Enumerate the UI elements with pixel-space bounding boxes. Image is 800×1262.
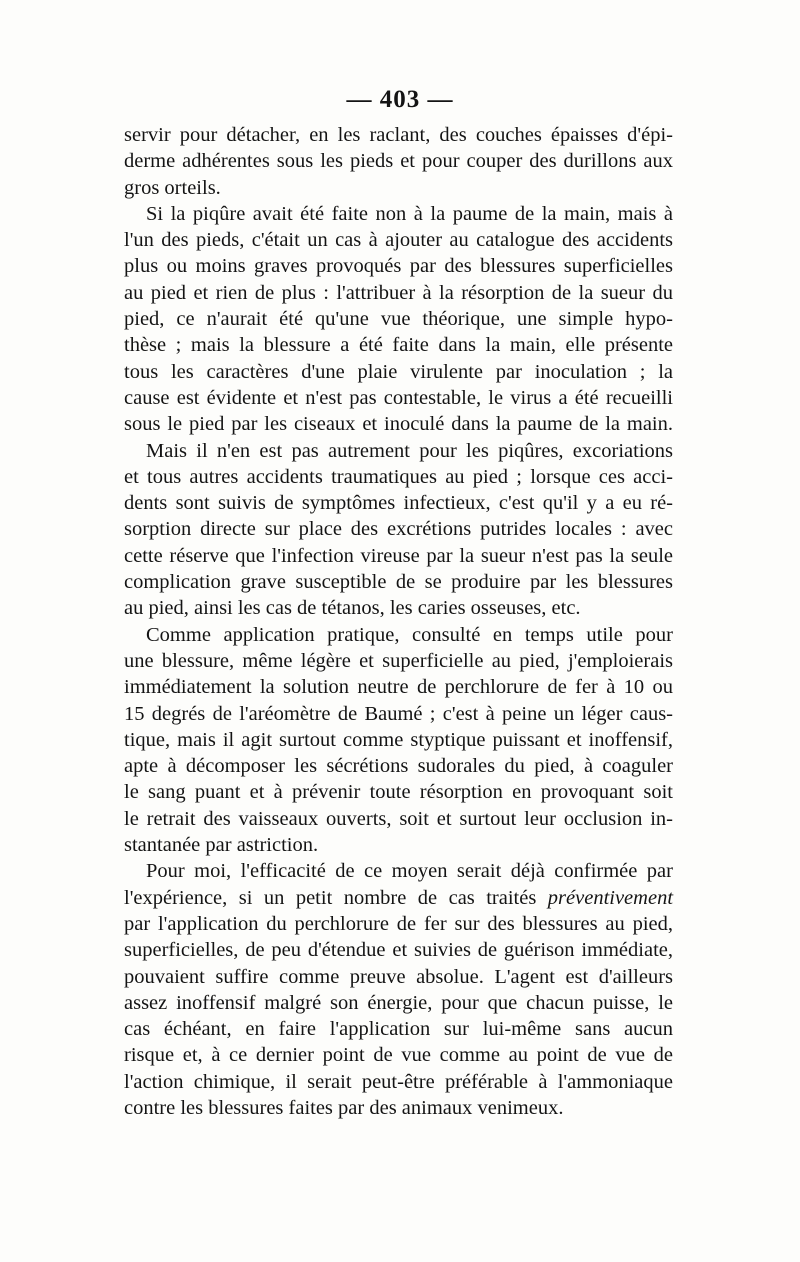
text-line: l'un des pieds, c'était un cas à ajouter au catalogue des accidents bbox=[124, 229, 673, 252]
text-line: gros orteils. bbox=[124, 176, 221, 199]
emphasized-word: préventivement bbox=[547, 886, 674, 909]
paragraph bbox=[124, 438, 673, 622]
text-line: Mais il n'en est pas autrement pour les piqûres, excoriations bbox=[146, 439, 673, 462]
text-line: plus ou moins graves provoqués par des blessures superficielles bbox=[124, 255, 673, 278]
text-line: pied, ce n'aurait été qu'une vue théorique, une simple hypo- bbox=[124, 308, 673, 331]
text-line: pouvaient suffire comme preuve absolue. L'agent est d'ailleurs bbox=[124, 965, 673, 988]
text-line: derme adhérentes sous les pieds et pour couper des durillons aux bbox=[124, 150, 673, 173]
text-line: immédiatement la solution neutre de perchlorure de fer à 10 ou bbox=[124, 676, 673, 699]
text-line: stantanée par astriction. bbox=[124, 834, 319, 857]
text-line: au pied et rien de plus : l'attribuer à la résorption de la sueur du bbox=[124, 281, 673, 304]
text-line: risque et, à ce dernier point de vue comme au point de vue de bbox=[124, 1044, 673, 1067]
text-line: l'action chimique, il serait peut-être préférable à l'ammoniaque bbox=[124, 1070, 673, 1093]
text-line: cas échéant, en faire l'application sur lui-même sans aucun bbox=[124, 1018, 673, 1041]
text-line: le retrait des vaisseaux ouverts, soit et surtout leur occlusion in- bbox=[124, 807, 673, 830]
body-text bbox=[124, 122, 673, 1121]
text-line: tique, mais il agit surtout comme styptique puissant et inoffensif, bbox=[124, 728, 673, 751]
text-line: au pied, ainsi les cas de tétanos, les caries osseuses, etc. bbox=[124, 597, 581, 620]
text-line: dents sont suivis de symptômes infectieux, c'est qu'il y a eu ré- bbox=[124, 492, 673, 515]
text-line: cette réserve que l'infection vireuse par la sueur n'est pas la seule bbox=[124, 544, 673, 567]
text-line: une blessure, même légère et superficielle au pied, j'emploierais bbox=[124, 649, 673, 672]
text-line: sorption directe sur place des excrétions putrides locales : avec bbox=[124, 518, 673, 541]
text-line bbox=[124, 885, 673, 911]
text-line: et tous autres accidents traumatiques au pied ; lorsque ces acci- bbox=[124, 465, 673, 488]
text-line: apte à décomposer les sécrétions sudorales du pied, à coaguler bbox=[124, 755, 673, 778]
text-line: superficielles, de peu d'étendue et suivies de guérison immédiate, bbox=[124, 939, 673, 962]
text-line: Si la piqûre avait été faite non à la paume de la main, mais à bbox=[146, 202, 673, 225]
text-line: contre les blessures faites par des animaux venimeux. bbox=[124, 1096, 564, 1119]
paragraph bbox=[124, 622, 673, 859]
page-number: — 403 — bbox=[346, 86, 454, 113]
text-line: par l'application du perchlorure de fer sur des blessures au pied, bbox=[124, 912, 673, 935]
text-line: cause est évidente et n'est pas contestable, le virus a été recueilli bbox=[124, 386, 673, 409]
paragraph bbox=[124, 201, 673, 438]
paragraph bbox=[124, 858, 673, 1121]
text-line: thèse ; mais la blessure a été faite dans la main, elle présente bbox=[124, 334, 673, 357]
text-line: 15 degrés de l'aréomètre de Baumé ; c'est à peine un léger caus- bbox=[124, 702, 673, 725]
text-line: tous les caractères d'une plaie virulente par inoculation ; la bbox=[124, 360, 673, 383]
text-line: le sang puant et à prévenir toute résorption en provoquant soit bbox=[124, 781, 673, 804]
text-line: Comme application pratique, consulté en temps utile pour bbox=[146, 623, 673, 646]
text-line: complication grave susceptible de se produire par les blessures bbox=[124, 571, 673, 594]
text-line: servir pour détacher, en les raclant, des couches épaisses d'épi- bbox=[124, 124, 673, 146]
text-line: Pour moi, l'efficacité de ce moyen serait déjà confirmée par bbox=[146, 860, 673, 883]
text-line: assez inoffensif malgré son énergie, pour que chacun puisse, le bbox=[124, 991, 673, 1014]
text-line: sous le pied par les ciseaux et inoculé dans la paume de la main. bbox=[124, 413, 673, 436]
paragraph-continuation bbox=[124, 122, 673, 201]
text-segment: l'expérience, si un petit nombre de cas traités bbox=[124, 886, 537, 909]
